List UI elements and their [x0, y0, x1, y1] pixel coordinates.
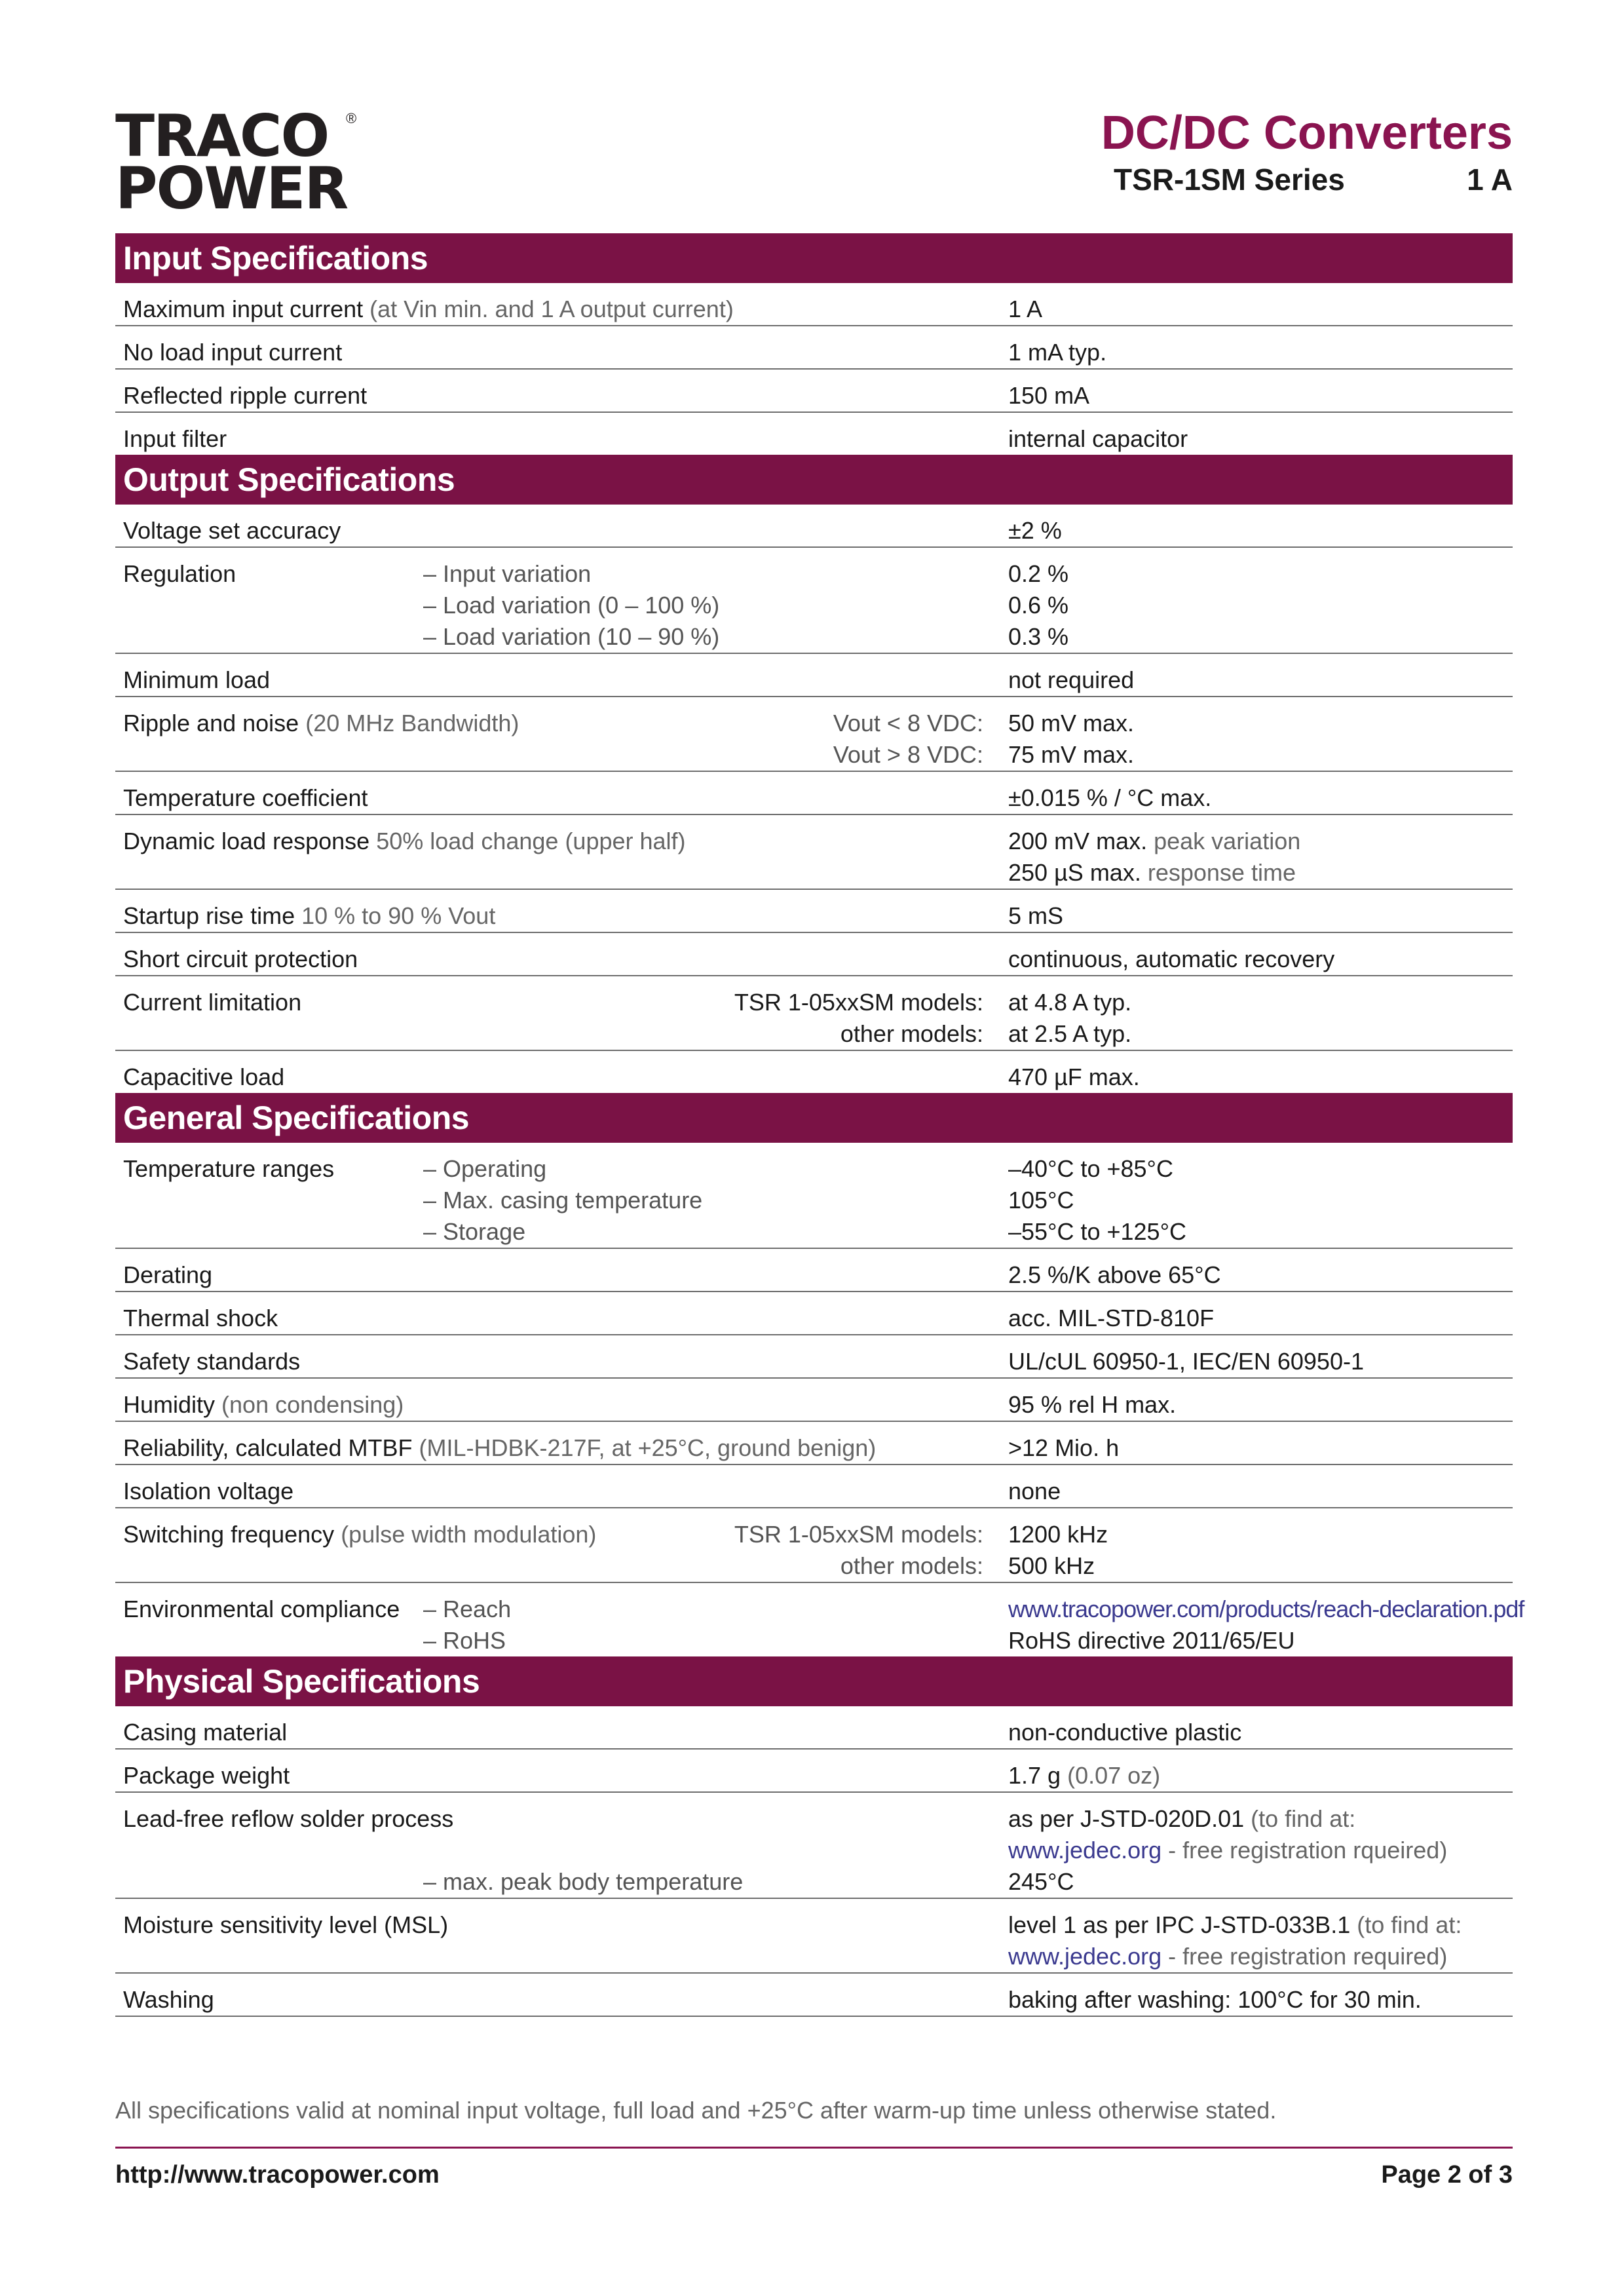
- spec-label: Isolation voltage: [123, 1478, 294, 1504]
- spec-label: Minimum load: [123, 666, 271, 693]
- spec-value: acc. MIL-STD-810F: [1008, 1305, 1215, 1331]
- spec-label: Temperature coefficient: [123, 784, 368, 811]
- spec-sublist: – Reach – RoHS: [423, 1596, 512, 1654]
- jedec-link[interactable]: www.jedec.org: [1008, 1943, 1162, 1970]
- spec-label: Derating: [123, 1261, 213, 1288]
- section-header-output: Output Specifications: [115, 455, 1513, 505]
- spec-row: [115, 505, 1513, 548]
- spec-condition: TSR 1-05xxSM models: other models:: [734, 1521, 983, 1579]
- spec-value: baking after washing: 100°C for 30 min.: [1008, 1986, 1422, 2013]
- jedec-link[interactable]: www.jedec.org: [1008, 1837, 1162, 1864]
- spec-condition: Vout < 8 VDC: Vout > 8 VDC:: [833, 710, 983, 768]
- spec-value: –40°C to +85°C 105°C –55°C to +125°C: [1008, 1155, 1186, 1245]
- spec-sublist: – Operating – Max. casing temperature – Storage: [423, 1155, 703, 1245]
- spec-row: [115, 1335, 1513, 1379]
- spec-row: [115, 1143, 1513, 1249]
- spec-row: [115, 413, 1513, 455]
- logo-line-2: POWER: [115, 155, 348, 222]
- spec-sublist: – max. peak body temperature: [423, 1868, 744, 1895]
- spec-label: Thermal shock: [123, 1305, 278, 1331]
- spec-value: 150 mA: [1008, 382, 1090, 409]
- spec-note: (MIL-HDBK-217F, at +25°C, ground benign): [419, 1434, 877, 1461]
- spec-label: Safety standards: [123, 1348, 301, 1375]
- spec-value: UL/cUL 60950-1, IEC/EN 60950-1: [1008, 1348, 1364, 1375]
- spec-row: [115, 1583, 1524, 1656]
- spec-row: [115, 1706, 1513, 1750]
- spec-label: Regulation: [123, 560, 236, 587]
- tracopower-logo: [115, 102, 359, 222]
- spec-row: [115, 1508, 1513, 1583]
- spec-sublist: – Input variation – Load variation (0 – 100 %) – Load variation (10 – 90 %): [423, 560, 720, 650]
- section-header-general: General Specifications: [115, 1093, 1513, 1143]
- spec-label: Temperature ranges: [123, 1155, 335, 1182]
- spec-row: [115, 976, 1513, 1051]
- spec-note: (at Vin min. and 1 A output current): [369, 296, 734, 322]
- spec-label: Environmental compliance: [123, 1596, 400, 1622]
- spec-label: Casing material: [123, 1719, 288, 1746]
- spec-row: [115, 1974, 1513, 2017]
- page-number: Page 2 of 3: [1381, 2161, 1513, 2189]
- spec-note: (non condensing): [221, 1391, 404, 1418]
- spec-value: internal capacitor: [1008, 425, 1188, 452]
- spec-row: [115, 326, 1513, 370]
- document-title: DC/DC Converters: [1101, 107, 1513, 159]
- spec-label: Washing: [123, 1986, 214, 2013]
- spec-value: www.tracopower.com/products/reach-declaration.pdf RoHS directive 2011/65/EU: [1008, 1594, 1524, 1656]
- spec-label: Ripple and noise (20 MHz Bandwidth): [123, 710, 519, 737]
- spec-row: [115, 697, 1513, 772]
- spec-value: ±2 %: [1008, 517, 1062, 544]
- spec-value: 1.7 g (0.07 oz): [1008, 1762, 1161, 1789]
- spec-note: 50% load change (upper half): [376, 828, 686, 854]
- spec-row: [115, 815, 1513, 890]
- section-header-input: Input Specifications: [115, 233, 1513, 283]
- footnote: All specifications valid at nominal input voltage, full load and +25°C after warm-up time unless otherwise stated.: [115, 2097, 1277, 2124]
- spec-value: non-conductive plastic: [1008, 1719, 1242, 1746]
- spec-row: [115, 1249, 1513, 1292]
- spec-row: [115, 1379, 1513, 1422]
- spec-label: Maximum input current (at Vin min. and 1 A output current): [123, 296, 734, 322]
- spec-value: none: [1008, 1478, 1061, 1504]
- spec-value: 1 mA typ.: [1008, 339, 1107, 366]
- spec-row: [115, 1051, 1513, 1093]
- spec-value: at 4.8 A typ. at 2.5 A typ.: [1008, 989, 1132, 1047]
- spec-row: [115, 1899, 1513, 1974]
- spec-label: Humidity (non condensing): [123, 1391, 404, 1418]
- spec-row: [115, 772, 1513, 815]
- spec-value: 0.2 % 0.6 % 0.3 %: [1008, 560, 1069, 650]
- spec-value: 5 mS: [1008, 902, 1064, 929]
- spec-row: [115, 1292, 1513, 1335]
- spec-row: [115, 1465, 1513, 1508]
- spec-label: Package weight: [123, 1762, 290, 1789]
- footer-url-link[interactable]: http://www.tracopower.com: [115, 2161, 440, 2189]
- spec-value: 1200 kHz 500 kHz: [1008, 1521, 1108, 1579]
- series-name: TSR-1SM Series: [1114, 163, 1345, 197]
- logo-line-1: TRACO: [115, 102, 329, 170]
- spec-value: level 1 as per IPC J-STD-033B.1 (to find at: www.jedec.org - free registration required): [1008, 1911, 1462, 1970]
- spec-label: Reflected ripple current: [123, 382, 368, 409]
- spec-row: [115, 1793, 1513, 1899]
- spec-value: 50 mV max. 75 mV max.: [1008, 710, 1135, 768]
- spec-label: Current limitation: [123, 989, 302, 1016]
- spec-row: [115, 933, 1513, 976]
- spec-row: [115, 370, 1513, 413]
- spec-label: Reliability, calculated MTBF (MIL-HDBK-217F, at +25°C, ground benign): [123, 1434, 877, 1461]
- spec-table: [115, 233, 1524, 2017]
- reach-declaration-link[interactable]: www.tracopower.com/products/reach-declaration.pdf: [1008, 1596, 1524, 1622]
- spec-value: 2.5 %/K above 65°C: [1008, 1261, 1221, 1288]
- spec-row: [115, 1750, 1513, 1793]
- spec-note: (20 MHz Bandwidth): [305, 710, 519, 737]
- spec-label: No load input current: [123, 339, 343, 366]
- spec-value: continuous, automatic recovery: [1008, 946, 1335, 972]
- spec-value: 1 A: [1008, 296, 1043, 322]
- spec-value: >12 Mio. h: [1008, 1434, 1120, 1461]
- spec-label: Lead-free reflow solder process: [123, 1805, 454, 1832]
- current-rating: 1 A: [1467, 163, 1513, 197]
- spec-label: Input filter: [123, 425, 227, 452]
- spec-value: 470 µF max.: [1008, 1063, 1140, 1090]
- spec-label: Moisture sensitivity level (MSL): [123, 1911, 449, 1938]
- spec-label: Startup rise time 10 % to 90 % Vout: [123, 902, 496, 929]
- spec-row: [115, 654, 1513, 697]
- spec-row: [115, 890, 1513, 933]
- spec-note: (pulse width modulation): [341, 1521, 597, 1548]
- spec-row: [115, 283, 1513, 326]
- spec-label: Voltage set accuracy: [123, 517, 341, 544]
- spec-condition: TSR 1-05xxSM models: other models:: [734, 989, 983, 1047]
- spec-note: 10 % to 90 % Vout: [301, 902, 496, 929]
- spec-value: 95 % rel H max.: [1008, 1391, 1177, 1418]
- registered-mark: ®: [346, 110, 357, 126]
- spec-label: Capacitive load: [123, 1063, 285, 1090]
- footer-divider: [115, 2147, 1513, 2149]
- section-header-physical: Physical Specifications: [115, 1656, 1513, 1706]
- spec-value: not required: [1008, 666, 1135, 693]
- spec-label: Switching frequency (pulse width modulation): [123, 1521, 597, 1548]
- spec-row: [115, 1422, 1513, 1465]
- spec-label: Short circuit protection: [123, 946, 358, 972]
- spec-value: 200 mV max. peak variation 250 µS max. response time: [1008, 828, 1301, 886]
- spec-value: as per J-STD-020D.01 (to find at: www.jedec.org - free registration rqueired) 245°C: [1008, 1805, 1448, 1895]
- spec-row: [115, 548, 1513, 654]
- spec-value: ±0.015 % / °C max.: [1008, 784, 1212, 811]
- spec-label: Dynamic load response 50% load change (upper half): [123, 828, 686, 854]
